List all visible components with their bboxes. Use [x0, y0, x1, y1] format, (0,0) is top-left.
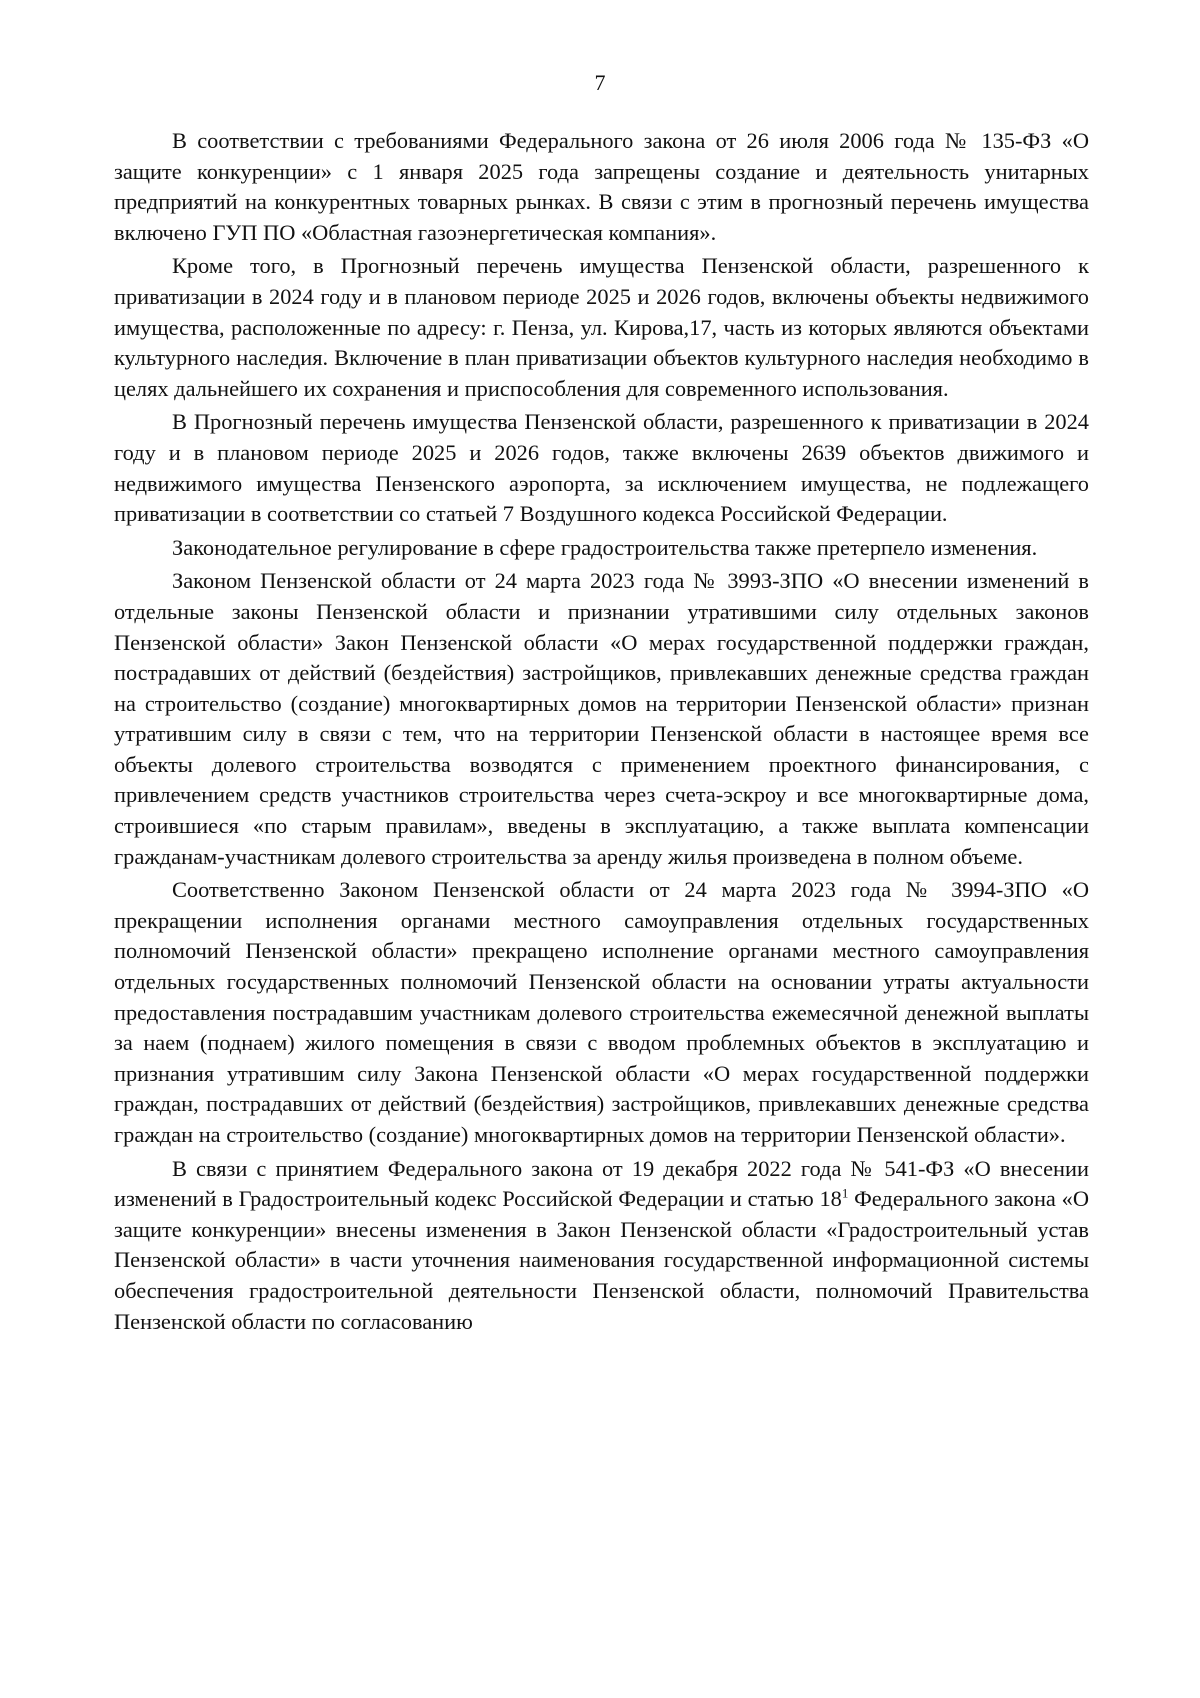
document-body — [114, 126, 1089, 1340]
paragraph-text-continued: Федерального закона «О защите конкуренции» внесены изменения в Закон Пензенской области «Градостроительный устав Пензенской области» в части уточнения наименования государственной информационной системы обеспечения градостроительной деятельности Пензенской области, полномочий Правительства Пензенской области по согласованию — [114, 1186, 1089, 1334]
paragraph-text: В соответствии с требованиями Федерального закона от 26 июля 2006 года № 135-ФЗ «О защите конкуренции» с 1 января 2025 года запрещены создание и деятельность унитарных предприятий на конкурентных товарных рынках. В связи с этим в прогнозный перечень имущества включено ГУП ПО «Областная газоэнергетическая компания». — [114, 128, 1089, 245]
paragraph-text: Кроме того, в Прогнозный перечень имущества Пензенской области, разрешенного к приватизации в 2024 году и в плановом периоде 2025 и 2026 годов, включены объекты недвижимого имущества, расположенные по адресу: г. Пенза, ул. Кирова,17, часть из которых являются объектами культурного наследия. Включение в план приватизации объектов культурного наследия необходимо в целях дальнейшего их сохранения и приспособления для современного использования. — [114, 253, 1089, 401]
paragraph-4 — [114, 533, 1089, 564]
paragraph-2 — [114, 251, 1089, 404]
paragraph-5 — [114, 566, 1089, 872]
paragraph-6 — [114, 875, 1089, 1150]
paragraph-text: В Прогнозный перечень имущества Пензенской области, разрешенного к приватизации в 2024 году и в плановом периоде 2025 и 2026 годов, также включены 2639 объектов движимого и недвижимого имущества Пензенского аэропорта, за исключением имущества, не подлежащего приватизации в соответствии со статьей 7 Воздушного кодекса Российской Федерации. — [114, 409, 1089, 527]
paragraph-text: Законом Пензенской области от 24 марта 2023 года № 3993-ЗПО «О внесении изменений в отдельные законы Пензенской области и признании утратившими силу отдельных законов Пензенской области» Закон Пензенской области «О мерах государственной поддержки граждан, пострадавших от действий (бездействия) застройщиков, привлекавших денежные средства граждан на строительство (создание) многоквартирных домов на территории Пензенской области» признан утратившим силу в связи с тем, что на территории Пензенской области в настоящее время все объекты долевого строительства возводятся с применением проектного финансирования, с привлечением средств участников строительства через счета-эскроу и все многоквартирные дома, строившиеся «по старым правилам», введены в эксплуатацию, а также выплата компенсации гражданам-участникам долевого строительства за аренду жилья произведена в полном объеме. — [114, 568, 1089, 869]
paragraph-text: Соответственно Законом Пензенской области от 24 марта 2023 года № 3994-ЗПО «О прекращении исполнения органами местного самоуправления отдельных государственных полномочий Пензенской области» прекращено исполнение органами местного самоуправления отдельных государственных полномочий Пензенской области на основании утраты актуальности предоставления пострадавшим участникам долевого строительства ежемесячной денежной выплаты за наем (поднаем) жилого помещения в связи с вводом проблемных объектов в эксплуатацию и признания утратившим силу Закона Пензенской области «О мерах государственной поддержки граждан, пострадавших от действий (бездействия) застройщиков, привлекавших денежные средства граждан на строительство (создание) многоквартирных домов на территории Пензенской области». — [114, 877, 1089, 1147]
paragraph-7 — [114, 1154, 1089, 1338]
paragraph-1 — [114, 126, 1089, 248]
paragraph-3 — [114, 407, 1089, 529]
page-number: 7 — [594, 70, 606, 95]
paragraph-text: В связи с принятием Федерального закона от 19 декабря 2022 года № 541-ФЗ «О внесении изменений в Градостроительный кодекс Российской Федерации и статью 18 — [114, 1155, 1089, 1212]
superscript-number: 1 — [841, 1185, 849, 1201]
paragraph-text: Законодательное регулирование в сфере градостроительства также претерпело изменения. — [172, 534, 1038, 560]
